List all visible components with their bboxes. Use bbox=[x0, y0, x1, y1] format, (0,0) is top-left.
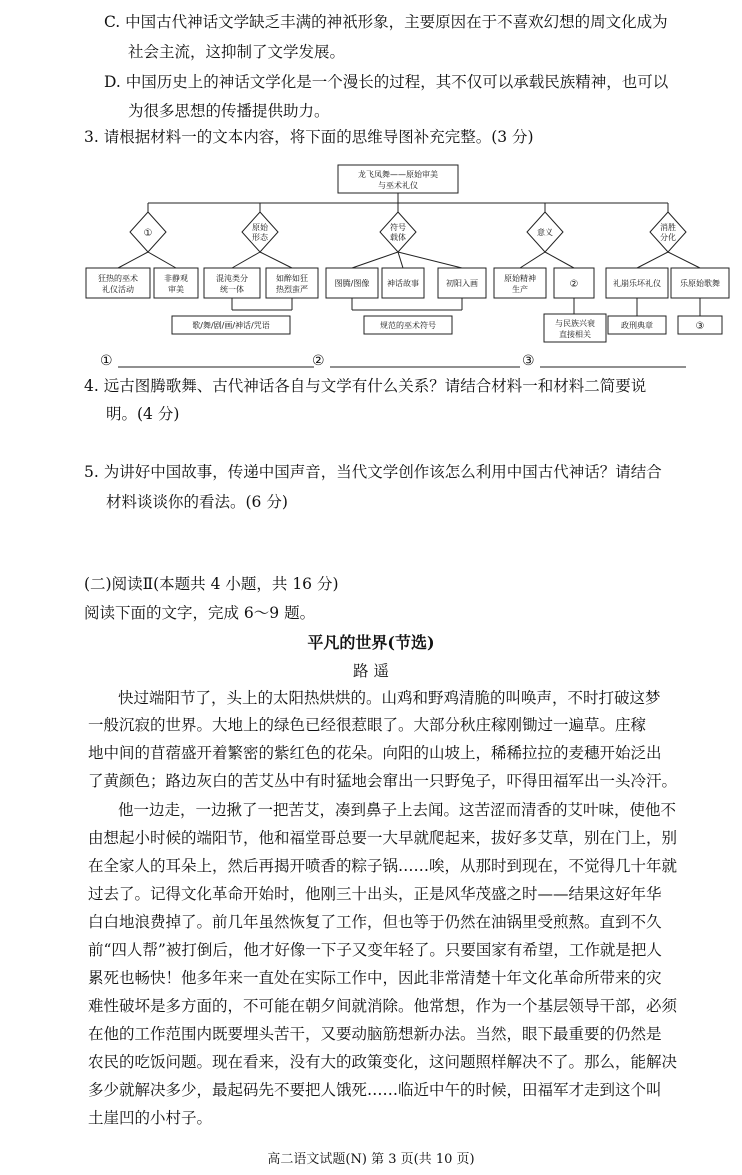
passage-line: 土崖凹的小村子。 bbox=[88, 1109, 213, 1127]
node-fuhao-1: 符号 bbox=[390, 223, 406, 232]
passage-title: 平凡的世界(节选) bbox=[307, 633, 435, 652]
passage-line: 快过端阳节了，头上的太阳热烘烘的。山鸡和野鸡清脆的叫唤声，不时打破这梦 bbox=[118, 689, 661, 707]
option-d-line2: 为很多思想的传播提供助力。 bbox=[128, 102, 330, 120]
leaf-e1: 礼崩乐坏礼仪 bbox=[613, 279, 661, 288]
leaf-blank-2: ② bbox=[569, 279, 579, 290]
leaf-c2: 神话故事 bbox=[387, 279, 419, 288]
level3-b: 歌/舞/剧/画/神话/咒语 bbox=[192, 321, 270, 330]
passage-line: 地中间的苜蓿盛开着繁密的紫红色的花朵。向阳的山坡上，稀稀拉拉的麦穗开始泛出 bbox=[88, 744, 662, 762]
passage-line: 累死也畅快！他多年来一直处在实际工作中，因此非常清楚十年文化革命所带来的灾 bbox=[88, 969, 662, 987]
answer-blank-2: ② bbox=[312, 353, 325, 369]
node-yuanshi-2: 形态 bbox=[252, 233, 268, 242]
leaf-c3: 初阳入画 bbox=[446, 279, 478, 288]
answer-blank-3: ③ bbox=[522, 353, 535, 369]
node-xiaosheng-1: 消胜 bbox=[660, 223, 676, 232]
leaf-c1: 图腾/图像 bbox=[334, 279, 370, 288]
leaf-a1-line2: 礼仪活动 bbox=[102, 285, 134, 294]
question-4-line1: 4. 远古图腾歌舞、古代神话各自与文学有什么关系？请结合材料一和材料二简要说 bbox=[84, 377, 647, 395]
node-fuhao-2: 载体 bbox=[390, 233, 406, 242]
section-heading: (二)阅读Ⅱ(本题共 4 小题，共 16 分) bbox=[84, 575, 339, 593]
passage-line: 多少就解决多少，最起码先不要把人饿死……临近中午的时候，田福军才走到这个叫 bbox=[88, 1081, 662, 1099]
passage-author: 路 遥 bbox=[353, 662, 389, 680]
leaf-a2-line2: 审美 bbox=[168, 285, 184, 294]
leaf-a1-line1: 狂热的巫术 bbox=[98, 274, 138, 283]
leaf-b2-line2: 热烈蛮严 bbox=[276, 285, 308, 294]
passage-line: 他一边走，一边揪了一把苦艾，凑到鼻子上去闻。这苦涩而清香的艾叶味，使他不 bbox=[118, 801, 677, 819]
node-xiaosheng-2: 分化 bbox=[660, 233, 676, 242]
question-5-line1: 5. 为讲好中国故事，传递中国声音，当代文学创作该怎么利用中国古代神话？请结合 bbox=[84, 463, 662, 481]
passage-line: 在全家人的耳朵上，然后再揭开喷香的粽子锅……唉，从那时到现在，不觉得几十年就 bbox=[88, 857, 678, 875]
passage-line: 农民的吃饭问题。现在看来，没有大的政策变化，这问题照样解决不了。那么，能解决 bbox=[88, 1053, 678, 1071]
leaf-b2-line1: 如醉如狂 bbox=[276, 274, 308, 283]
passage-line: 白白地浪费掉了。前几年虽然恢复了工作，但也等于仍然在油锅里受煎熬。直到不久 bbox=[88, 913, 662, 931]
level3-d-line2: 直接相关 bbox=[559, 330, 591, 339]
passage-line: 难性破坏是多方面的，不可能在朝夕间就消除。他常想，作为一个基层领导干部，必须 bbox=[88, 997, 678, 1015]
node-yuanshi-1: 原始 bbox=[252, 223, 268, 232]
leaf-b1-line1: 混沌类分 bbox=[216, 274, 248, 283]
node-yiyi: 意义 bbox=[537, 228, 553, 237]
question-3: 3. 请根据材料一的文本内容，将下面的思维导图补充完整。(3 分) bbox=[84, 128, 534, 146]
option-c-line2: 社会主流，这抑制了文学发展。 bbox=[128, 43, 346, 61]
leaf-b1-line2: 统一体 bbox=[220, 285, 244, 294]
passage-line: 在他的工作范围内既要埋头苦干，又要动脑筋想新办法。当然，眼下最重要的仍然是 bbox=[88, 1025, 662, 1043]
question-5-line2: 材料谈谈你的看法。(6 分) bbox=[106, 493, 288, 511]
leaf-e2: 乐原始歌舞 bbox=[680, 279, 720, 288]
section-instruction: 阅读下面的文字，完成 6～9 题。 bbox=[84, 604, 316, 622]
root-node-line1: 龙飞凤舞——原始审美 bbox=[358, 170, 438, 179]
level3-e1: 政刑典章 bbox=[621, 321, 653, 330]
question-4-line2: 明。(4 分) bbox=[106, 405, 180, 423]
leaf-a2-line1: 非静观 bbox=[164, 274, 188, 283]
mind-map-diagram bbox=[0, 0, 742, 380]
option-d-line1: D. 中国历史上的神话文学化是一个漫长的过程，其不仅可以承载民族精神，也可以 bbox=[104, 73, 669, 91]
page-footer: 高二语文试题(N) 第 3 页(共 10 页) bbox=[267, 1152, 475, 1167]
answer-blank-1: ① bbox=[100, 353, 113, 369]
node-blank-1: ① bbox=[143, 228, 153, 239]
option-c-line1: C. 中国古代神话文学缺乏丰满的神祇形象，主要原因在于不喜欢幻想的周文化成为 bbox=[104, 13, 668, 31]
level3-blank-3: ③ bbox=[695, 321, 705, 332]
level3-d-line1: 与民族兴衰 bbox=[555, 319, 595, 328]
leaf-d1-line1: 原始精神 bbox=[504, 274, 536, 283]
passage-line: 过去了。记得文化革命开始时，他刚三十出头，正是风华茂盛之时——结果这好年华 bbox=[88, 885, 662, 903]
root-node-line2: 与巫术礼仪 bbox=[378, 181, 418, 190]
passage-line: 了黄颜色；路边灰白的苦艾丛中有时猛地会窜出一只野兔子，吓得田福军出一头冷汗。 bbox=[88, 772, 678, 790]
passage-line: 由想起小时候的端阳节，他和福堂哥总要一大早就爬起来，拔好多艾草，别在门上，别 bbox=[88, 829, 678, 847]
passage-line: 一般沉寂的世界。大地上的绿色已经很惹眼了。大部分秋庄稼刚锄过一遍草。庄稼 bbox=[88, 716, 647, 734]
leaf-d1-line2: 生产 bbox=[512, 285, 528, 294]
level3-c: 规范的巫术符号 bbox=[380, 321, 436, 330]
passage-line: 前“四人帮”被打倒后，他才好像一下子又变年轻了。只要国家有希望，工作就是把人 bbox=[88, 941, 662, 959]
